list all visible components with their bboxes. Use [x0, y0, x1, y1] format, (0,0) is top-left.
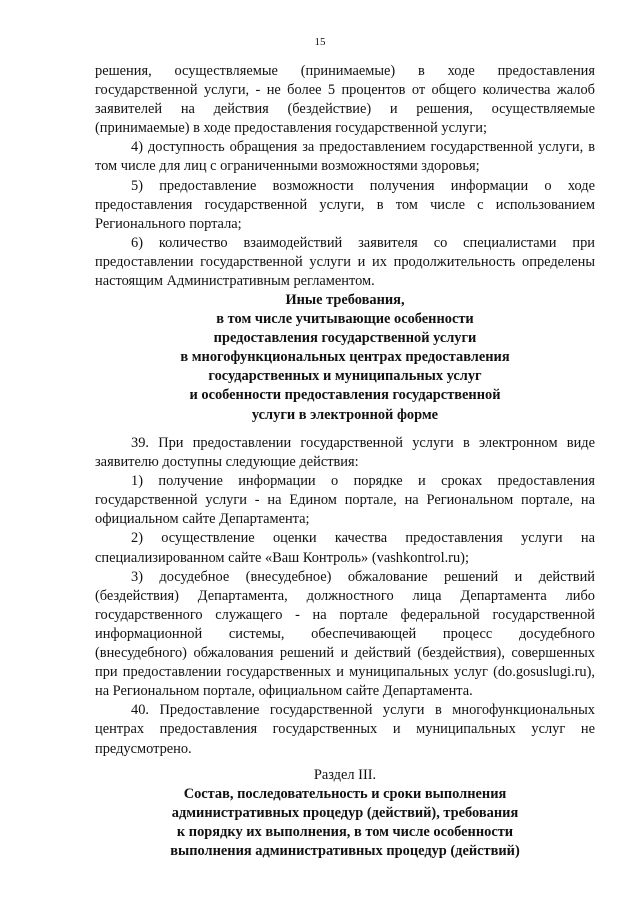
paragraph-subitem-1: 1) получение информации о порядке и сроках предоставления государственной услуги - на Едином портале, на Региональном портале, на официальном сайте Департамента; [95, 473, 595, 528]
heading-line: административных процедур (действий), требования [171, 805, 519, 822]
paragraph-item-40: 40. Предоставление государственной услуги в многофункциональных центрах предоставления государственных и муниципальных услуг не предусмотрено. [95, 702, 595, 757]
page-number: 15 [314, 36, 326, 48]
section-label: Раздел III. [313, 767, 377, 783]
heading-line: государственных и муниципальных услуг [208, 368, 482, 385]
heading-line: к порядку их выполнения, в том числе особенности [176, 824, 514, 841]
heading-line: выполнения административных процедур (действий) [170, 843, 520, 860]
paragraph-item-39: 39. При предоставлении государственной услуги в электронном виде заявителю доступны следующие действия: [95, 435, 595, 471]
heading-line: в многофункциональных центрах предоставления [180, 349, 510, 366]
heading-line: Иные требования, [285, 292, 405, 308]
paragraph-block-performance-indicators [95, 62, 595, 291]
paragraph-continuation: решения, осуществляемые (принимаемые) в ходе предоставления государственной услуги, - не более 5 процентов от общего количества жалоб заявителей на действия (бездействие) и решения, осуществляемые (принимаемые) в ходе предоставления государственной услуги; [95, 63, 595, 137]
heading-line: Состав, последовательность и сроки выполнения [183, 786, 507, 803]
paragraph-item-6: 6) количество взаимодействий заявителя со специалистами при предоставлении государственной услуги и их продолжительность определены настоящим Административным регламентом. [95, 234, 595, 290]
section-heading-section-3 [95, 766, 595, 861]
paragraph-subitem-3: 3) досудебное (внесудебное) обжалование решений и действий (бездействия) Департамента, должностного лица Департамента либо государственного служащего - на портале федеральной государственной информационной системы, обеспечивающей процесс досудебного (внесудебного) обжалования решений и действий (бездействия), совершенных при предоставлении государственных и муниципальных услуг (do.gosuslugi.ru), на Региональном портале, официальном сайте Департамента. [95, 568, 595, 700]
paragraph-subitem-2: 2) осуществление оценки качества предоставления услуги на специализированном сайте «Ваш Контроль» (vashkontrol.ru); [95, 530, 595, 566]
heading-line: в том числе учитывающие особенности [216, 311, 474, 328]
paragraph-item-5: 5) предоставление возможности получения информации о ходе предоставления государственной услуги, в том числе с использованием Регионального портала; [95, 177, 595, 232]
section-heading-other-requirements [95, 291, 595, 425]
paragraph-block-electronic-services [95, 434, 595, 759]
heading-line: и особенности предоставления государственной [189, 387, 501, 404]
heading-line: услуги в электронной форме [251, 406, 439, 423]
heading-line: предоставления государственной услуги [213, 330, 477, 347]
paragraph-item-4: 4) доступность обращения за предоставлением государственной услуги, в том числе для лиц с ограниченными возможностями здоровья; [95, 139, 595, 175]
